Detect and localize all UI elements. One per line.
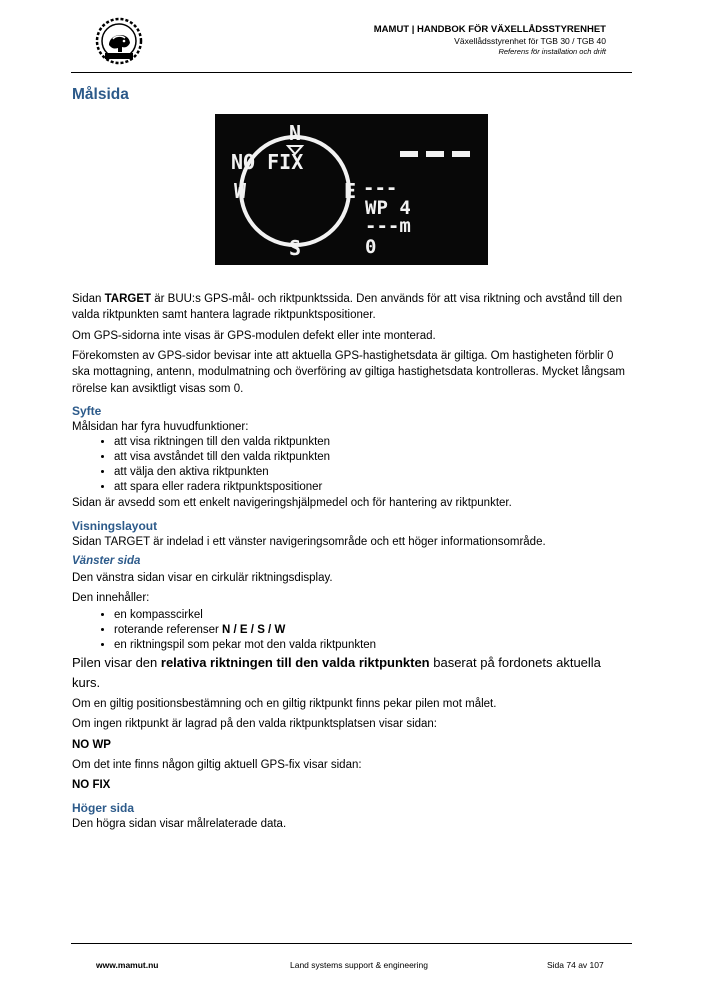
section-heading-hoger-sida: Höger sida <box>72 800 135 815</box>
list-item: • att visa riktningen till den valda riktpunkten <box>114 435 632 450</box>
syfte-list <box>72 435 632 495</box>
list-item: • att välja den aktiva riktpunkten <box>114 465 632 480</box>
list-item: • att visa avståndet till den valda riktpunkten <box>114 450 632 465</box>
list-item: • roterande referenser N / E / S / W <box>114 623 632 638</box>
left-text-1: Den vänstra sidan visar en cirkulär riktningsdisplay. <box>72 571 333 584</box>
syfte-lead: Målsidan har fyra huvudfunktioner: <box>72 421 249 434</box>
display-no-fix: NO FIX <box>231 150 304 174</box>
display-dashes-top <box>400 151 470 157</box>
header-title: MAMUT | HANDBOK FÖR VÄXELLÅDSSTYRENHET <box>373 24 606 35</box>
list-item: • en kompasscirkel <box>114 608 632 623</box>
header-subtitle: Växellådsstyrenhet för TGB 30 / TGB 40 <box>454 35 606 46</box>
page-content <box>72 84 632 836</box>
display-west: W <box>233 179 247 203</box>
left-list <box>72 608 632 653</box>
document-header <box>374 24 606 56</box>
intro-paragraph-3: Förekomsten av GPS-sidor bevisar inte att aktuella GPS-hastighetsdata är giltiga. Om hastigheten förblir 0 ska mottagning, antenn, modulmatning och överföring av giltiga hastighetsdata kontrolleras. Mycket långsam rörelse kan avsiktligt visas som 0. <box>72 349 625 395</box>
display-east: E <box>343 179 357 203</box>
no-fix-paragraph: Om det inte finns någon giltig aktuell GPS-fix visar sidan: <box>72 759 362 772</box>
header-rule <box>71 72 632 73</box>
valid-fix-paragraph: Om en giltig positionsbestämning och en giltig riktpunkt finns pekar pilen mot målet. <box>72 698 497 711</box>
list-item: • att spara eller radera riktpunktspositioner <box>114 480 632 495</box>
display-line-3: ---m <box>365 215 411 237</box>
page-number: Sida 74 av 107 <box>547 960 604 970</box>
footer-website-link[interactable]: www.mamut.nu <box>96 960 159 970</box>
subheading-vanster-sida: Vänster sida <box>72 555 141 568</box>
header-subtitle-2: Referens för installation och drift <box>498 46 606 56</box>
arrow-paragraph: Pilen visar den relativa riktningen till den valda riktpunkten baserat på fordonets aktuella kurs. <box>72 655 601 690</box>
right-text: Den högra sidan visar målrelaterade data. <box>72 817 287 830</box>
display-south: S <box>288 236 302 260</box>
display-line-1: --- <box>363 177 398 199</box>
section-heading-syfte: Syfte <box>72 403 102 418</box>
no-wp-code: NO WP <box>72 738 111 751</box>
left-text-2: Den innehåller: <box>72 591 150 604</box>
display-north: N <box>288 121 302 145</box>
target-display-screenshot <box>215 114 488 265</box>
no-fix-code: NO FIX <box>72 779 111 792</box>
intro-paragraph-1: Sidan TARGET är BUU:s GPS-mål- och riktpunktssida. Den används för att visa riktning och avstånd till den valda riktpunkten samt hantera lagrade riktpunktspositioner. <box>72 293 623 322</box>
layout-text: Sidan TARGET är indelad i ett vänster navigeringsområde och ett höger informationsområde. <box>72 535 546 548</box>
syfte-after: Sidan är avsedd som ett enkelt navigeringshjälpmedel och för hantering av riktpunkter. <box>72 497 512 510</box>
footer-tagline: Land systems support & engineering <box>290 960 428 970</box>
mamut-logo <box>95 17 143 65</box>
display-line-4: 0 <box>365 236 377 258</box>
no-wp-paragraph: Om ingen riktpunkt är lagrad på den valda riktpunktsplatsen visar sidan: <box>72 718 438 731</box>
footer-rule <box>71 943 632 944</box>
list-item: • en riktningspil som pekar mot den valda riktpunkten <box>114 638 632 653</box>
intro-paragraph-2: Om GPS-sidorna inte visas är GPS-modulen defekt eller inte monterad. <box>72 329 436 342</box>
display-line-2: WP 4 <box>365 197 411 219</box>
page-title: Målsida <box>72 86 129 103</box>
section-heading-visningslayout: Visningslayout <box>72 518 158 533</box>
